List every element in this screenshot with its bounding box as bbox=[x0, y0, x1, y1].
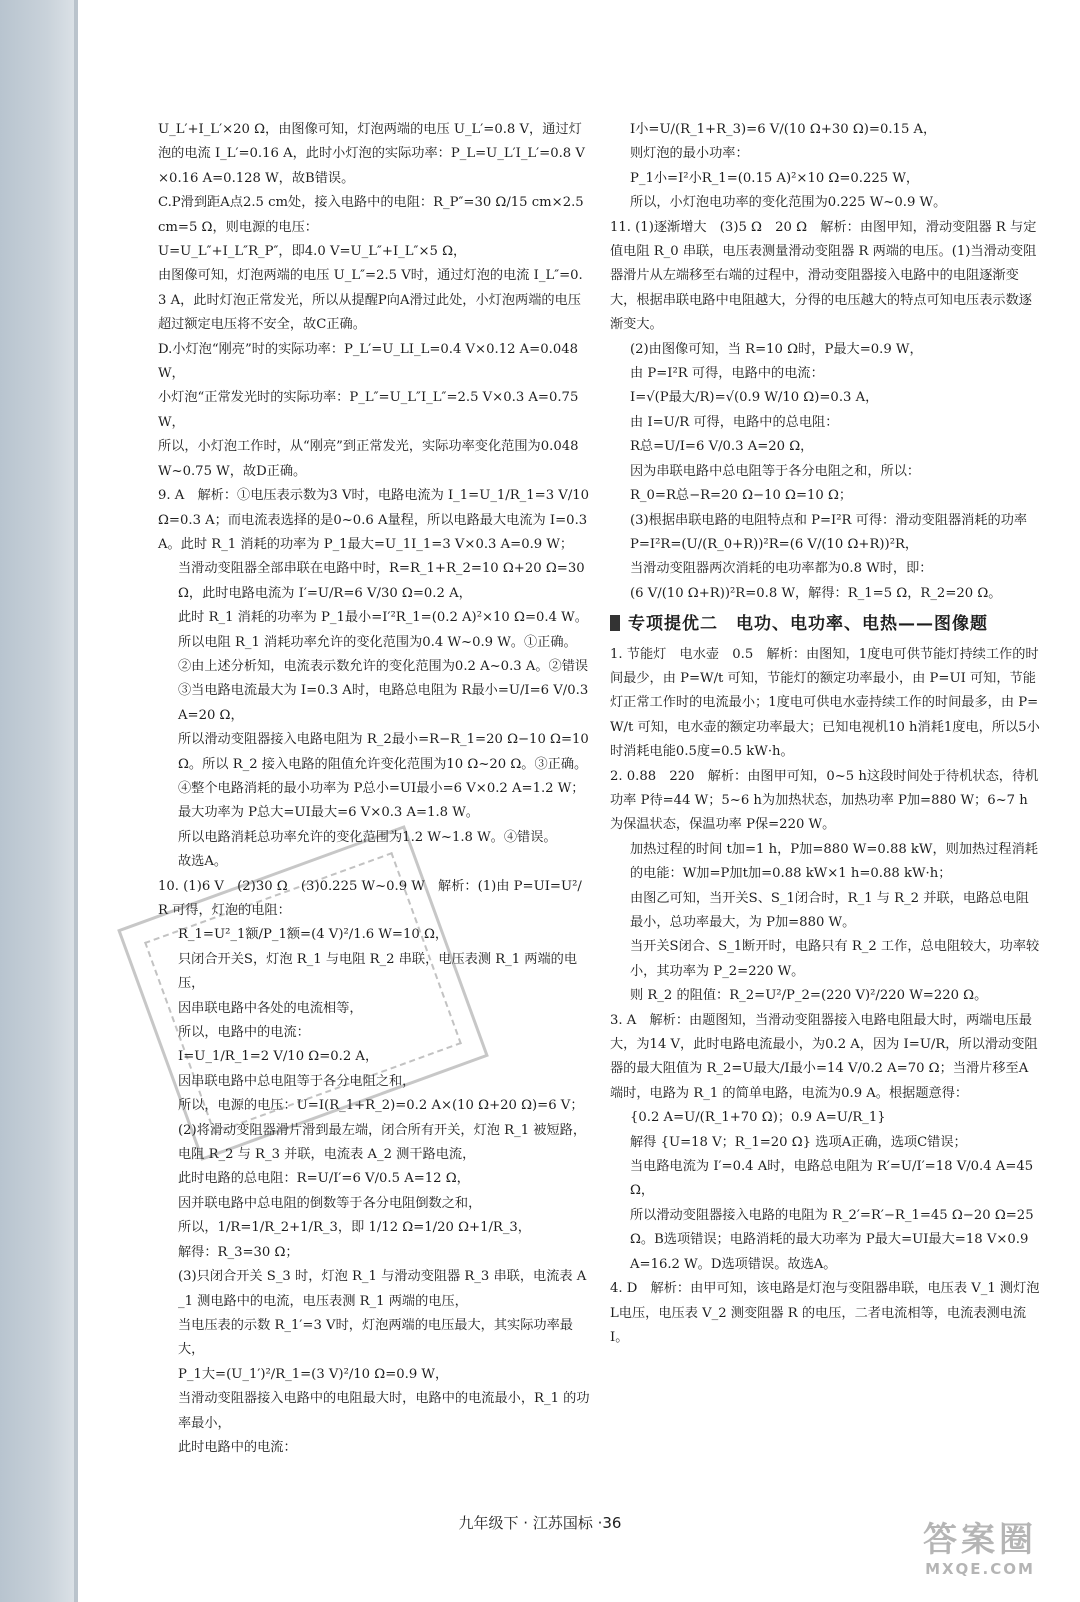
paragraph: 因串联电路中各处的电流相等， bbox=[178, 1000, 363, 1016]
paragraph: 只闭合开关S，灯泡 R_1 与电阻 R_2 串联，电压表测 R_1 两端的电压， bbox=[178, 951, 578, 992]
paragraph: 最大功率为 P总大=UI最大=6 V×0.3 A=1.8 W。 bbox=[178, 805, 479, 821]
paragraph: 所以，1/R=1/R_2+1/R_3，即 1/12 Ω=1/20 Ω+1/R_3， bbox=[178, 1220, 531, 1236]
right-column bbox=[610, 118, 1040, 1350]
paragraph: D.小灯泡“刚亮”时的实际功率：P_L′=U_LI_L=0.4 V×0.12 A=0.048 W， bbox=[158, 341, 578, 382]
paragraph: 当电路电流为 I′=0.4 A时，电路总电阻为 R′=U/I′=18 V/0.4 A=45 Ω， bbox=[630, 1159, 1034, 1199]
left-column bbox=[158, 118, 590, 1460]
paragraph: 所以，电路中的电流： bbox=[178, 1025, 310, 1041]
paragraph: 加热过程的时间 t加=1 h，P加=880 W=0.88 kW，则加热过程消耗的电能：W加=P加t加=0.88 kW×1 h=0.88 kW·h； bbox=[630, 841, 1038, 882]
question-11: 11. (1)逐渐增大 (3)5 Ω 20 Ω 解析：由图甲知，滑动变阻器 R 与定值电阻 R_0 串联，电压表测量滑动变阻器 R 两端的电压。(1)当滑动变阻器滑片从左端移至右端的过程中，滑动变阻器接入电路中的电阻逐渐变大，根据串联电路中电阻越大，分得的电压越大的特点可知电压表示数逐渐变大。 bbox=[610, 219, 1037, 333]
paragraph: R总=U/I=6 V/0.3 A=20 Ω， bbox=[630, 439, 814, 455]
paragraph: (2)将滑动变阻器滑片滑到最左端，闭合所有开关，灯泡 R_1 被短路，电阻 R_2 与 R_3 并联，电流表 A_2 测干路电流， bbox=[178, 1122, 587, 1163]
paragraph: 此时 R_1 消耗的功率为 P_1最小=I′²R_1=(0.2 A)²×10 Ω=0.4 W。 bbox=[178, 610, 588, 626]
question-3: 3. A 解析：由题图知，当滑动变阻器接入电路电阻最大时，两端电压最大，为14 V，此时电路电流最小，为0.2 A，因为 I=U/R，所以滑动变阻器的最大阻值为 R_2=U最大/I最小=14 V/0.2 A=70 Ω；当滑片移至A端时，电路为 R_1 的简单电路，电流为0.9 A。根据题意得： bbox=[610, 1012, 1038, 1101]
paragraph: 此时电路中的电流： bbox=[178, 1439, 297, 1455]
paragraph: 所以，小灯泡工作时，从“刚亮”到正常发光，实际功率变化范围为0.048 W~0.75 W，故D正确。 bbox=[158, 439, 579, 479]
paragraph: 所以电阻 R_1 消耗功率允许的变化范围为0.4 W~0.9 W。①正确。 bbox=[178, 634, 577, 650]
paragraph: 因为串联电路中总电阻等于各分电阻之和，所以： bbox=[630, 463, 921, 479]
paragraph: 因并联电路中总电阻的倒数等于各分电阻倒数之和， bbox=[178, 1195, 482, 1211]
question-1: 1. 节能灯 电水壶 0.5 解析：由图知，1度电可供节能灯持续工作的时间最少，由 P=W/t 可知，节能灯的额定功率最小，由 P=UI 可知，节能灯正常工作时的电流最小；1度电可供电水壶持续工作的时间最多，由 P=W/t 可知，电水壶的额定功率最大；已知电视机10 h消耗1度电，所以5小时消耗电能0.5度=0.5 kW·h。 bbox=[610, 646, 1040, 760]
page-binding-shadow bbox=[0, 0, 78, 1602]
question-9: 9. A 解析：①电压表示数为3 V时，电路电流为 I_1=U_1/R_1=3 V/10 Ω=0.3 A；而电流表选择的是0~0.6 A量程，所以电路最大电流为 I=0.3 A。此时 R_1 消耗的功率为 P_1最大=U_1I_1=3 V×0.3 A=0.9 W； bbox=[158, 488, 590, 552]
paragraph: I=√(P最大/R)=√(0.9 W/10 Ω)=0.3 A， bbox=[630, 390, 879, 406]
paragraph: 当开关S闭合、S_1断开时，电路只有 R_2 工作，总电阻较大，功率较小，其功率为 P_2=220 W。 bbox=[630, 939, 1040, 979]
equation-system: {0.2 A=U/(R_1+70 Ω)；0.9 A=U/R_1} bbox=[630, 1110, 886, 1126]
paragraph: P_1小=I²小R_1=(0.15 A)²×10 Ω=0.225 W， bbox=[630, 170, 920, 186]
paragraph: R_1=U²_1额/P_1额=(4 V)²/1.6 W=10 Ω， bbox=[178, 927, 449, 943]
paragraph: 当滑动变阻器全部串联在电路中时，R=R_1+R_2=10 Ω+20 Ω=30 Ω，此时电路电流为 I′=U/R=6 V/30 Ω=0.2 A， bbox=[178, 561, 585, 601]
paragraph: ④整个电路消耗的最小功率为 P总小=UI最小=6 V×0.2 A=1.2 W； bbox=[178, 780, 585, 796]
paragraph: I=U_1/R_1=2 V/10 Ω=0.2 A， bbox=[178, 1049, 379, 1065]
page-binding-edge bbox=[74, 0, 78, 1602]
paragraph: U=U_L″+I_L″R_P″，即4.0 V=U_L″+I_L″×5 Ω， bbox=[158, 244, 467, 260]
paragraph: 解得 {U=18 V；R_1=20 Ω} 选项A正确，选项C错误； bbox=[630, 1134, 967, 1150]
paragraph: 因串联电路中总电阻等于各分电阻之和， bbox=[178, 1073, 416, 1089]
paragraph: ②由上述分析知，电流表示数允许的变化范围为0.2 A~0.3 A。②错误 bbox=[178, 658, 589, 674]
paragraph: 当滑动变阻器接入电路中的电阻最大时，电路中的电流最小，R_1 的功率最小， bbox=[178, 1391, 590, 1431]
paragraph: P_1大=(U_1′)²/R_1=(3 V)²/10 Ω=0.9 W， bbox=[178, 1366, 449, 1382]
paragraph: 由图乙可知，当开关S、S_1闭合时，R_1 与 R_2 并联，电路总电阻最小，总功率最大，为 P加=880 W。 bbox=[630, 890, 1029, 930]
section-title bbox=[610, 612, 1040, 636]
paragraph: 由 I=U/R 可得，电路中的总电阻： bbox=[630, 414, 839, 430]
paragraph: 当滑动变阻器两次消耗的电功率都为0.8 W时，即： bbox=[630, 561, 933, 577]
paragraph: 由图像可知，灯泡两端的电压 U_L″=2.5 V时，通过灯泡的电流 I_L″=0.3 A，此时灯泡正常发光，所以从提醒P向A滑过此处，小灯泡两端的电压超过额定电压将不安全，故C正确。 bbox=[158, 268, 583, 333]
paragraph: 故选A。 bbox=[178, 854, 228, 870]
section-title-text: 专项提优二 电功、电功率、电热——图像题 bbox=[628, 614, 988, 635]
watermark-main: 答案圈 bbox=[923, 1520, 1037, 1560]
paragraph: 所以滑动变阻器接入电路的电阻为 R_2′=R′−R_1=45 Ω−20 Ω=25 Ω。B选项错误；电路消耗的最大功率为 P最大=UI最大=18 V×0.9 A=16.2 W。D选项错误。故选A。 bbox=[630, 1207, 1034, 1272]
paragraph: 由 P=I²R 可得，电路中的电流： bbox=[630, 366, 824, 382]
paragraph: 解得：R_3=30 Ω； bbox=[178, 1244, 299, 1260]
paragraph: 所以，电源的电压：U=I(R_1+R_2)=0.2 A×(10 Ω+20 Ω)=6 V； bbox=[178, 1098, 584, 1114]
section-marker-icon bbox=[610, 615, 620, 631]
paragraph: 所以电路消耗总功率允许的变化范围为1.2 W~1.8 W。④错误。 bbox=[178, 829, 557, 845]
paragraph: 当电压表的示数 R_1′=3 V时，灯泡两端的电压最大，其实际功率最大， bbox=[178, 1317, 573, 1358]
paragraph: (6 V/(10 Ω+R))²R=0.8 W，解得：R_1=5 Ω，R_2=20 Ω。 bbox=[630, 585, 1002, 601]
question-10: 10. (1)6 V (2)30 Ω (3)0.225 W~0.9 W 解析：(1)由 P=UI=U²/R 可得，灯泡的电阻： bbox=[158, 878, 582, 918]
question-4: 4. D 解析：由甲可知，该电路是灯泡与变阻器串联，电压表 V_1 测灯泡L电压，电压表 V_2 测变阻器 R 的电压，二者电流相等，电流表测电流 I。 bbox=[610, 1281, 1040, 1345]
paragraph: 所以滑动变阻器接入电路电阻为 R_2最小=R−R_1=20 Ω−10 Ω=10 Ω。所以 R_2 接入电路的阻值允许变化范围为10 Ω~20 Ω。③正确。 bbox=[178, 732, 589, 772]
paragraph: (3)根据串联电路的电阻特点和 P=I²R 可得：滑动变阻器消耗的功率 P=I²R=(U/(R_0+R))²R=(6 V/(10 Ω+R))²R， bbox=[630, 512, 1028, 552]
paragraph: 小灯泡“正常发光时的实际功率：P_L″=U_L″I_L″=2.5 V×0.3 A=0.75 W， bbox=[158, 390, 579, 430]
paragraph: U_L′+I_L′×20 Ω，由图像可知，灯泡两端的电压 U_L′=0.8 V，通过灯泡的电流 I_L′=0.16 A，此时小灯泡的实际功率：P_L=U_L′I_L′=0.8 V×0.16 A=0.128 W，故B错误。 bbox=[158, 122, 585, 186]
paragraph: R_0=R总−R=20 Ω−10 Ω=10 Ω； bbox=[630, 488, 853, 504]
paragraph: 则 R_2 的阻值：R_2=U²/P_2=(220 V)²/220 W=220 Ω。 bbox=[630, 988, 988, 1004]
paragraph: ③当电路电流最大为 I=0.3 A时，电路总电阻为 R最小=U/I=6 V/0.3 A=20 Ω， bbox=[178, 683, 589, 723]
paragraph: (3)只闭合开关 S_3 时，灯泡 R_1 与滑动变阻器 R_3 串联，电流表 A_1 测电路中的电流，电压表测 R_1 两端的电压， bbox=[178, 1269, 587, 1309]
paragraph: 则灯泡的最小功率： bbox=[630, 146, 749, 162]
paragraph: (2)由图像可知，当 R=10 Ω时，P最大=0.9 W， bbox=[630, 341, 923, 357]
watermark-logo bbox=[900, 1520, 1060, 1588]
paragraph: I小=U/(R_1+R_3)=6 V/(10 Ω+30 Ω)=0.15 A， bbox=[630, 122, 937, 137]
paragraph: 此时电路的总电阻：R=U/I′=6 V/0.5 A=12 Ω， bbox=[178, 1171, 470, 1187]
paragraph: C.P滑到距A点2.5 cm处，接入电路中的电阻：R_P″=30 Ω/15 cm×2.5 cm=5 Ω，则电源的电压： bbox=[158, 195, 584, 235]
paragraph: 所以，小灯泡电功率的变化范围为0.225 W~0.9 W。 bbox=[630, 195, 947, 211]
watermark-sub: MXQE.COM bbox=[925, 1560, 1035, 1578]
page-footer: 九年级下 · 江苏国标 ·36 bbox=[458, 1514, 622, 1532]
question-2: 2. 0.88 220 解析：由图甲可知，0~5 h这段时间处于待机状态，待机功率 P待=44 W；5~6 h为加热状态，加热功率 P加=880 W；6~7 h为保温状态，保温功率 P保=220 W。 bbox=[610, 768, 1039, 833]
